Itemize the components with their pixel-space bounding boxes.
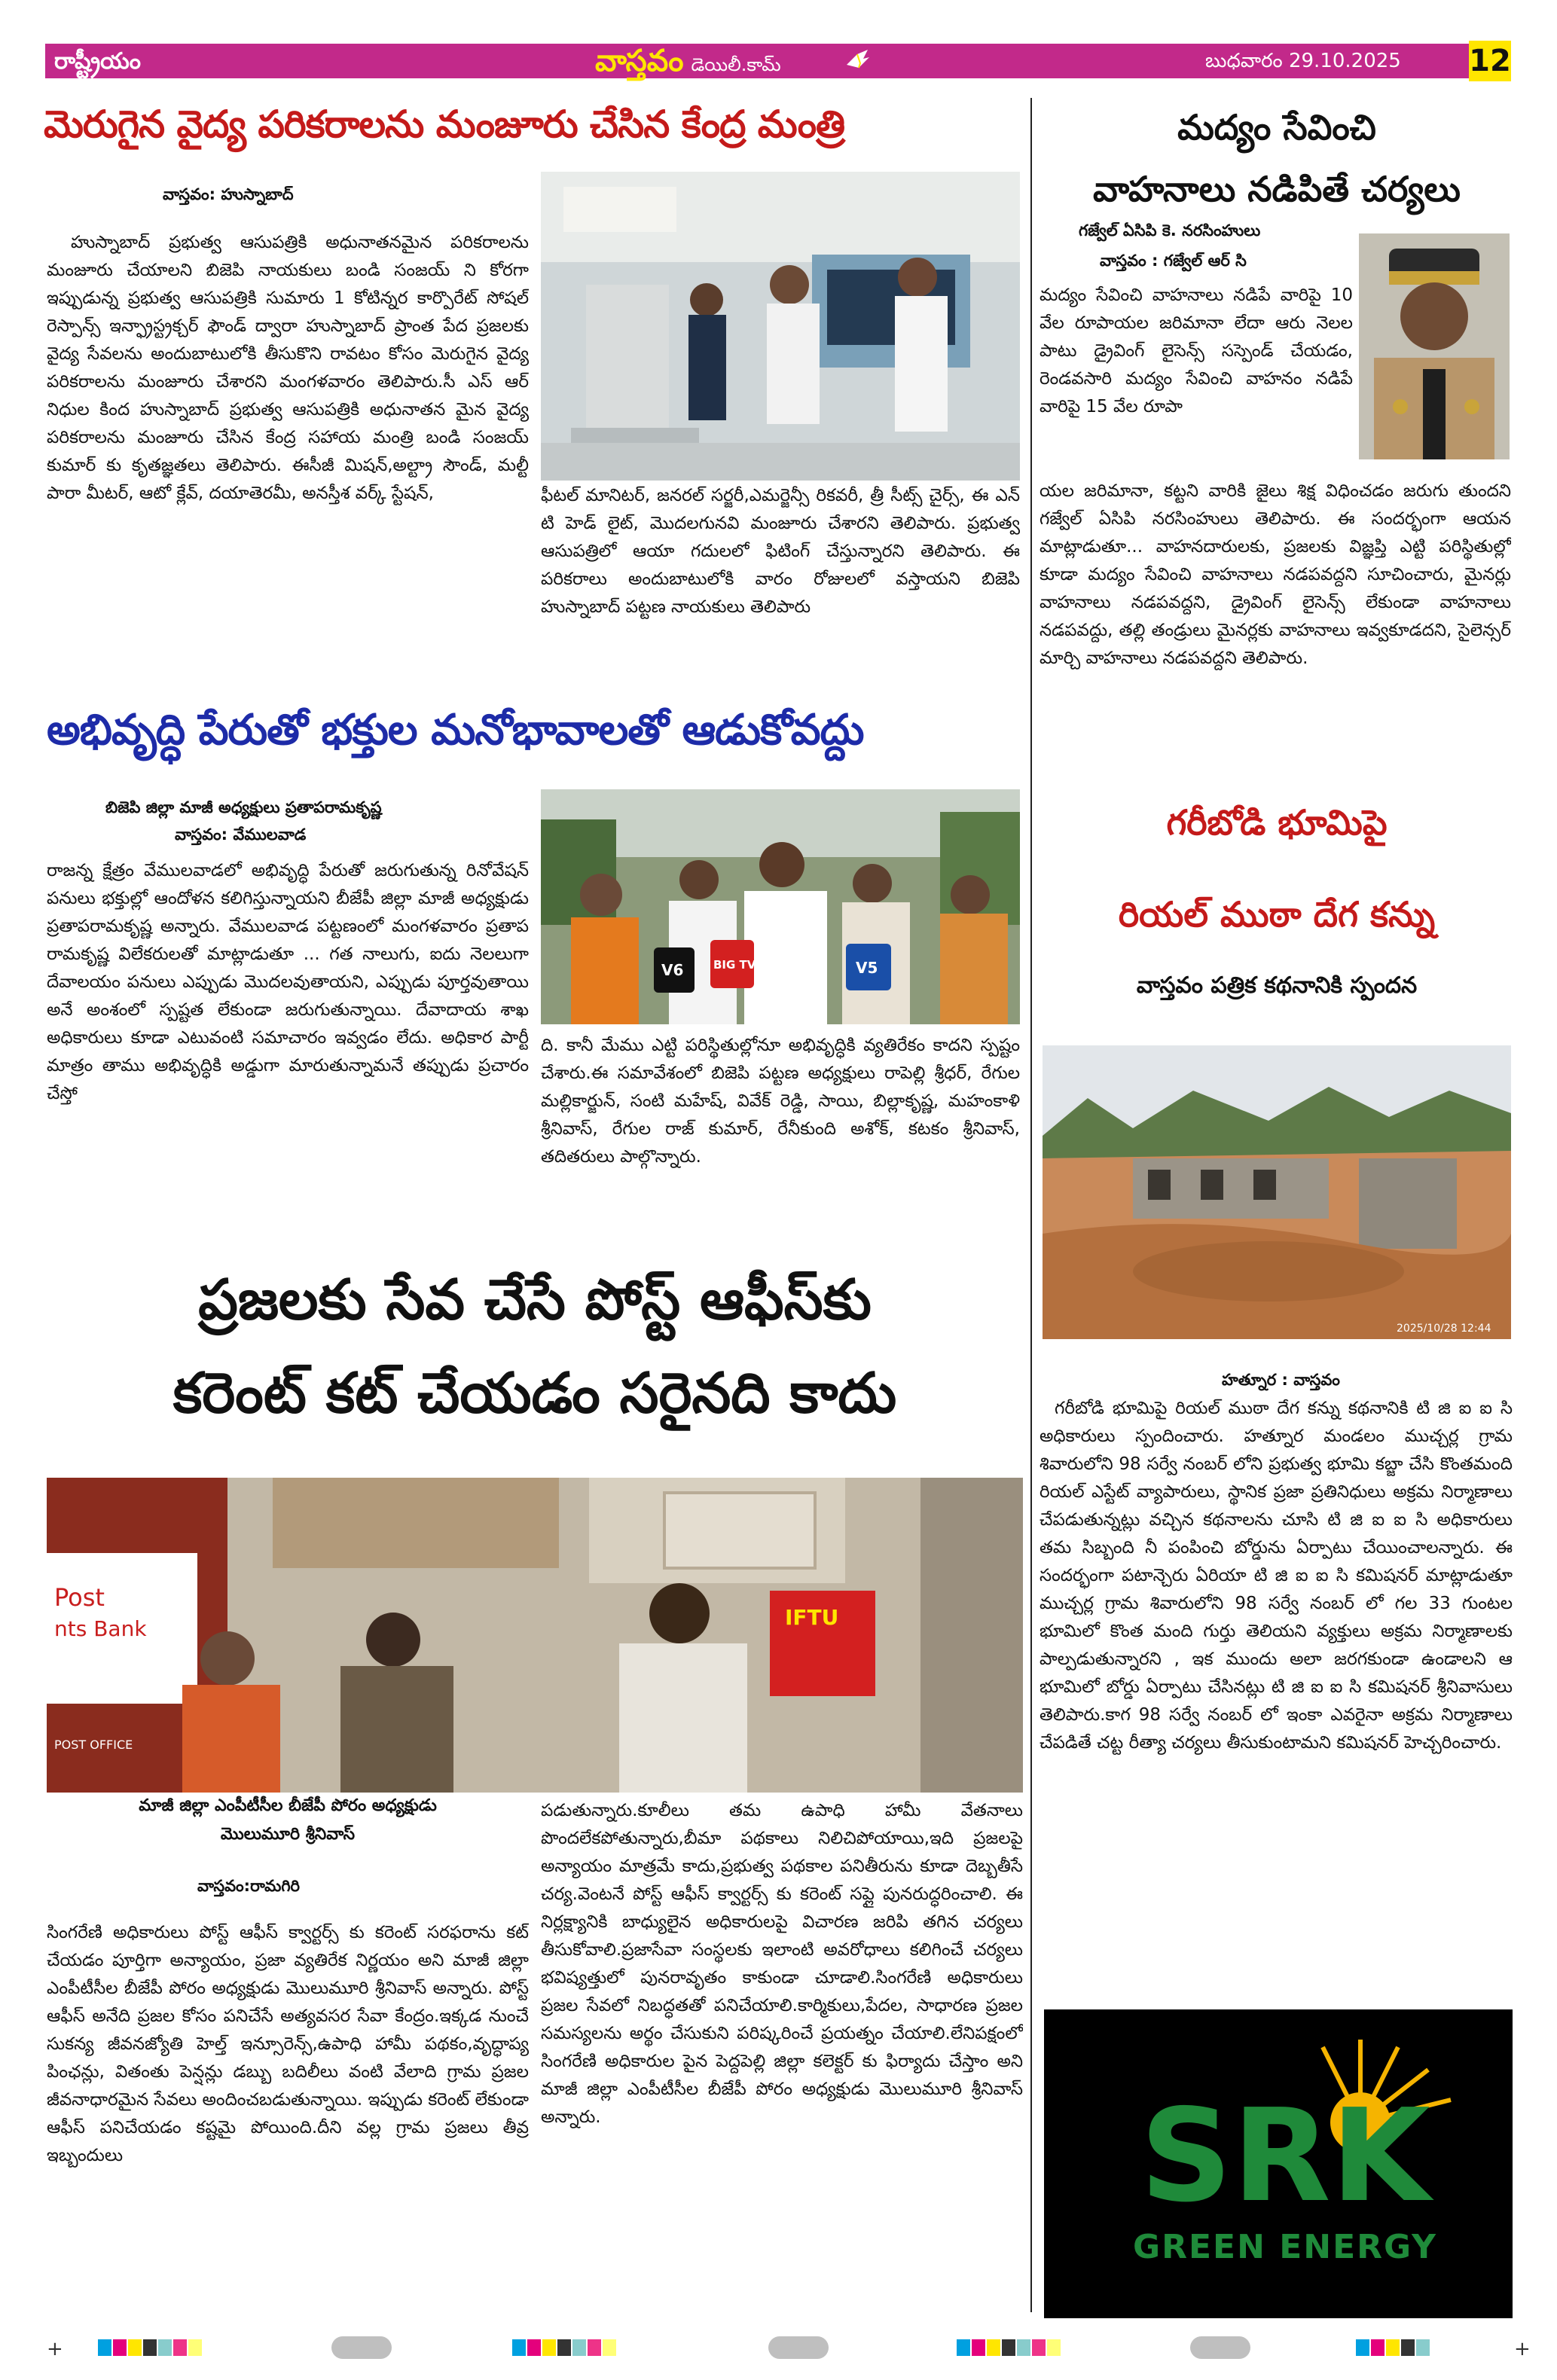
print-pill-2 xyxy=(768,2336,829,2359)
post-office-label: POST OFFICE xyxy=(54,1738,133,1752)
story1-headline: మెరుగైన వైద్య పరికరాలను మంజూరు చేసిన కేంద్ర మంత్రి xyxy=(44,102,845,146)
post-office-photo xyxy=(47,1478,1023,1793)
page-number: 12 xyxy=(1469,41,1511,81)
masthead-sub: డెయిలీ.కామ్ xyxy=(691,54,781,75)
registration-mark-right: + xyxy=(1514,2338,1531,2360)
story4-dateline: వాస్తవం : గజ్వేల్ ఆర్ సి xyxy=(1100,252,1247,270)
masthead xyxy=(595,42,781,80)
story3-headline-line1: ప్రజలకు సేవ చేసే పోస్ట్ ఆఫీస్‌కు xyxy=(198,1268,872,1332)
story2-headline: అభివృద్ధి పేరుతో భక్తుల మనోభావాలతో ఆడుకోవద్దు xyxy=(47,706,864,755)
story4-headline-line2: వాహనాలు నడిపితే చర్యలు xyxy=(1093,169,1461,209)
story4-body-top: మద్యం సేవించి వాహనాలు నడిపే వారిపై 10 వేల రూపాయల జరిమానా లేదా ఆరు నెలల పాటు డ్రైవింగ్ లైసెన్స్ సస్పెండ్ చేయడం, రెండవసారి మద్యం సేవించి వాహనం నడిపే వారిపై 15 వేల రూపా xyxy=(1040,285,1353,416)
post-sign-text: Post xyxy=(54,1583,105,1612)
press-meet-photo xyxy=(541,789,1020,1024)
mic-logo-3: V5 xyxy=(856,959,878,977)
story2-body-right: ది. కానీ మేము ఎట్టి పరిస్థితుల్లోనూ అభివృద్ధికి వ్యతిరేకం కాదని స్పష్టం చేశారు.ఈ సమావేశంలో బిజెపి పట్టణ అధ్యక్షులు రాపెల్లి శ్రీధర్, రేగుల మల్లికార్జున్, సంటి మహేష్, వివేక్ రెడ్డి, సాయి, బిల్లాకృష్ణ, మహంకాళి శ్రీనివాస్, రేగుల రాజ్ కుమార్, రేనీకుంది అశోక్, కటకం శ్రీనివాస్, తదితరులు పాల్గొన్నారు. xyxy=(541,1036,1020,1167)
story3-dateline: వాస్తవం:రామగిరి xyxy=(197,1877,301,1895)
story3-body-left: సింగరేణి అధికారులు పోస్ట్ ఆఫీస్ క్వార్టర్స్ కు కరెంట్ సరఫరాను కట్ చేయడం పూర్తిగా అన్యాయం, ప్రజా వ్యతిరేక నిర్ణయం అని మాజీ జిల్లా ఎంపీటీసీల బీజేపీ పోరం అధ్యక్షుడు మొలుమూరి శ్రీనివాస్ అన్నారు. పోస్ట్ ఆఫీస్ అనేది ప్రజల కోసం పనిచేసే అత్యవసర సేవా కేంద్రం.ఇక్కడ నుంచే సుకన్య జీవనజ్యోతి హెల్త్ ఇన్సూరెన్స్,ఉపాధి హామీ పథకం,వృద్ధాప్య పింఛన్లు, వితంతు పెన్షన్లు డబ్బు బదిలీలు వంటి వేలాది గ్రామ ప్రజల జీవనాధారమైన సేవలు అందించబడుతున్నాయి. ఇప్పుడు కరెంట్ లేకుండా ఆఫీస్ పనిచేయడం కష్టమై పోయింది.దీని వల్ల గ్రామ ప్రజలు తీవ్ర ఇబ్బందులు xyxy=(47,1923,529,2165)
mic-logo-1: V6 xyxy=(661,961,684,979)
photo-timestamp: 2025/10/28 12:44 xyxy=(1397,1323,1491,1335)
story5-headline-line2: రియల్ ముఠా దేగ కన్ను xyxy=(1118,894,1436,935)
story1-dateline: వాస్తవం: హుస్నాబాద్ xyxy=(163,185,294,203)
iftu-poster-text: IFTU xyxy=(785,1605,839,1630)
column-divider xyxy=(1030,98,1032,2312)
story5-headline-line1: గరీబోడి భూమిపై xyxy=(1166,802,1388,843)
srk-green-energy-ad xyxy=(1044,2009,1513,2318)
story4-headline-line1: మద్యం సేవించి xyxy=(1177,107,1376,148)
mic-logo-2: BIG TV xyxy=(713,958,756,972)
story1-body-right: ఫీటల్ మానిటర్, జనరల్ సర్జరీ,ఎమర్జెన్సీ రికవరీ, త్రీ సీట్స్ చైర్స్, ఈ ఎన్ టి హెడ్ లైట్, మొదలగునవి మంజూరు చేశారని తెలిపారు. ప్రభుత్వ ఆసుపత్రిలో ఆయా గదులలో ఫిటింగ్ చేస్తున్నారని తెలిపారు. ఈ పరికరాలు అందుబాటులోకి వారం రోజులలో వస్తాయని బిజెపి హుస్నాబాద్ పట్టణ నాయకులు తెలిపారు xyxy=(541,486,1020,617)
print-pill-3 xyxy=(1190,2336,1250,2359)
print-pill-1 xyxy=(331,2336,392,2359)
story3-byline-line2: మొలుమూరి శ్రీనివాస్ xyxy=(220,1825,356,1844)
color-bar-4 xyxy=(1356,2339,1431,2359)
registration-mark-left: + xyxy=(47,2338,63,2360)
story4-byline: గజ్వేల్ ఏసిపి కె. నరసింహులు xyxy=(1079,221,1261,240)
story3-byline-line1: మాజీ జిల్లా ఎంపీటీసీల బీజేపీ పోరం అధ్యక్షుడు xyxy=(139,1796,437,1815)
story5-dateline: హత్నూర : వాస్తవం xyxy=(1222,1371,1340,1389)
section-label: రాష్ట్రీయం xyxy=(54,48,141,75)
bird-logo-icon xyxy=(844,47,871,72)
story2-dateline: వాస్తవం: వేములవాడ xyxy=(175,825,307,844)
story1-body-left: హుస్నాబాద్ ప్రభుత్వ ఆసుపత్రికి అధునాతనమైన పరికరాలను మంజూరు చేయాలని బిజెపి నాయకులు బండి సంజయ్ ని కోరగా ఇప్పుడున్న ప్రభుత్వ ఆసుపత్రికి సుమారు 1 కోటిన్నర కార్పొరేట్ సోషల్ రెస్పాన్స్ ఇన్ఫ్రాస్ట్రక్చర్ ఫౌండ్ ద్వారా హుస్నాబాద్ ప్రాంత పేద ప్రజలకు వైద్య సేవలను అందుబాటులోకి తీసుకొని రావటం కోసం మెరుగైన వైద్య పరికరాలను మంజూరు చేశారని మంగళవారం తెలిపారు.సీ ఎస్ ఆర్ నిధుల కింద హుస్నాబాద్ ప్రభుత్వ ఆసుపత్రికి అధునాతన మైన వైద్య పరికరాలను మంజూరు చేసిన కేంద్ర సహాయ మంత్రి బండి సంజయ్ కుమార్ కు కృతజ్ఞతలు తెలిపారు. ఈసీజీ మిషన్,అల్ట్రా సౌండ్, మల్టీ పారా మీటర్, ఆటో క్లేవ్, దయాతెరమీ, అనస్తీశ వర్క్ స్టేషన్, xyxy=(47,233,529,503)
masthead-title: వాస్తవం xyxy=(595,44,684,78)
color-bar-1 xyxy=(98,2339,203,2359)
issue-date: బుధవారం 29.10.2025 xyxy=(1205,50,1401,72)
story5-subhead: వాస్తవం పత్రిక కథనానికి స్పందన xyxy=(1136,972,1418,999)
hospital-equipment-photo xyxy=(541,172,1020,481)
story3-body-right: పడుతున్నారు.కూలీలు తమ ఉపాధి హామీ వేతనాలు పొందలేకపోతున్నారు,బీమా పథకాలు నిలిచిపోయాయి,ఇది ప్రజలపై అన్యాయం మాత్రమే కాదు,ప్రభుత్వ పథకాల పనితీరును కూడా దెబ్బతీసే చర్య.వెంటనే పోస్ట్ ఆఫీస్ క్వార్టర్స్ కు కరెంట్ సప్లై పునరుద్ధరించాలి. ఈ నిర్లక్ష్యానికి బాధ్యులైన అధికారులపై విచారణ జరిపి తగిన చర్యలు తీసుకోవాలి.ప్రజాసేవా సంస్థలకు ఇలాంటి అవరోధాలు కలిగించే చర్యలు భవిష్యత్తులో పునరావృతం కాకుండా చూడాలి.సింగరేణి అధికారులు ప్రజల సేవలో నిబద్ధతతో పనిచేయాలి.కార్మికులు,పేదల, సాధారణ ప్రజల సమస్యలను అర్థం చేసుకుని పరిష్కరించే ప్రయత్నం చేయాలి.లేనిపక్షంలో సింగరేణి అధికారుల పైన పెద్దపెల్లి జిల్లా కలెక్టర్ కు ఫిర్యాదు చేస్తాం అని మాజీ జిల్లా ఎంపీటీసీల బీజేపీ పోరం అధ్యక్షుడు మొలుమూరి శ్రీనివాస్ అన్నారు. xyxy=(541,1801,1023,2127)
srk-tagline: GREEN ENERGY xyxy=(1132,2228,1438,2266)
acp-officer-photo xyxy=(1359,233,1510,459)
color-bar-3 xyxy=(957,2339,1062,2359)
post-sign-text-2: nts Bank xyxy=(54,1616,147,1641)
story5-body: గరీబోడి భూమిపై రియల్ ముఠా దేగ కన్ను కథనానికి టి జి ఐ ఐ సి అధికారులు స్పందించారు. హత్నూర మండలం ముచ్చర్ల గ్రామ శివారులోని 98 సర్వే నంబర్ లోని ప్రభుత్వ భూమి కబ్జా చేసి కొంతమంది రియల్ ఎస్టేట్ వ్యాపారులు, స్థానిక ప్రజా ప్రతినిధులు అక్రమ నిర్మాణాలు చేపడుతున్నట్లు వచ్చిన కథనాలను చూసి టి జి ఐ ఐ సి అధికారులు తమ సిబ్బంది నీ పంపించి బోర్డును ఏర్పాటు చేయించాలన్నారు. ఈ సందర్భంగా పటాన్చెరు ఏరియా టి జి ఐ ఐ సి కమిషనర్ మాట్లాడుతూ ముచ్చర్ల గ్రామ శివారులోని 98 సర్వే నంబర్ లో గల 33 గుంటల భూమిలో కొంత మంది గుర్తు తెలియని వ్యక్తులు అక్రమ నిర్మాణాలకు పాల్పడుతున్నారని , ఇక ముందు అలా జరగకుండా ఉండాలని ఆ భూమిలో బోర్డు ఏర్పాటు చేసినట్లు టి జి ఐ ఐ సి కమిషనర్ శ్రీనివాసులు తెలిపారు.కాగ 98 సర్వే నంబర్ లో ఇంకా ఎవరైనా అక్రమ నిర్మాణాలు చేపడితే చట్ట రీత్యా చర్యలు తీసుకుంటామని కమిషనర్ హెచ్చరించారు. xyxy=(1040,1399,1513,1753)
srk-logo-text: SRK xyxy=(1140,2082,1430,2231)
story4-body-bottom: యల జరిమానా, కట్టని వారికి జైలు శిక్ష విధించడం జరుగు తుందని గజ్వేల్ ఏసిపి నరసింహులు తెలిపారు. ఈ సందర్భంగా ఆయన మాట్లాడుతూ... వాహనదారులకు, ప్రజలకు విజ్ఞప్తి ఎట్టి పరిస్థితుల్లో కూడా మద్యం సేవించి వాహనాలు నడపవద్దని సూచించారు, మైనర్లు వాహనాలు నడపవద్దని, డ్రైవింగ్ లైసెన్స్ లేకుండా వాహనాలు నడపవద్దు, తల్లి తండ్రులు మైనర్లకు వాహనాలు ఇవ్వకూడదని, సైలెన్సర్ మార్చి వాహనాలు నడపవద్దని తెలిపారు. xyxy=(1040,481,1511,668)
story2-body-left: రాజన్న క్షేత్రం వేములవాడలో అభివృద్ధి పేరుతో జరుగుతున్న రినోవేషన్ పనులు భక్తుల్లో ఆందోళన కలిగిస్తున్నాయని బీజేపీ జిల్లా మాజీ అధ్యక్షుడు ప్రతాపరామకృష్ణ అన్నారు. వేములవాడ పట్టణంలో మంగళవారం ప్రతాప రామకృష్ణ విలేకరులతో మాట్లాడుతూ ... గత నాలుగు, ఐదు నెలలుగా దేవాలయం పనులు ఎప్పుడు మొదలవుతాయని, ఎప్పుడు పూర్తవుతాయి అనే అంశంలో స్పష్టత లేకుండా జరుగుతున్నాయి. దేవాదాయ శాఖ అధికారులు కూడా ఎటువంటి సమాచారం ఇవ్వడం లేదు. అధికార పార్టీ మాత్రం తాము అభివృద్ధికి అడ్డుగా మారుతున్నామనే తప్పుడు ప్రచారం చేస్తో xyxy=(47,861,529,1103)
story2-byline: బిజెపి జిల్లా మాజీ అధ్యక్షులు ప్రతాపరామకృష్ణ xyxy=(105,798,382,816)
land-construction-photo xyxy=(1043,1045,1511,1339)
story3-headline-line2: కరెంట్ కట్ చేయడం సరైనది కాదు xyxy=(172,1361,897,1426)
color-bar-2 xyxy=(512,2339,618,2359)
